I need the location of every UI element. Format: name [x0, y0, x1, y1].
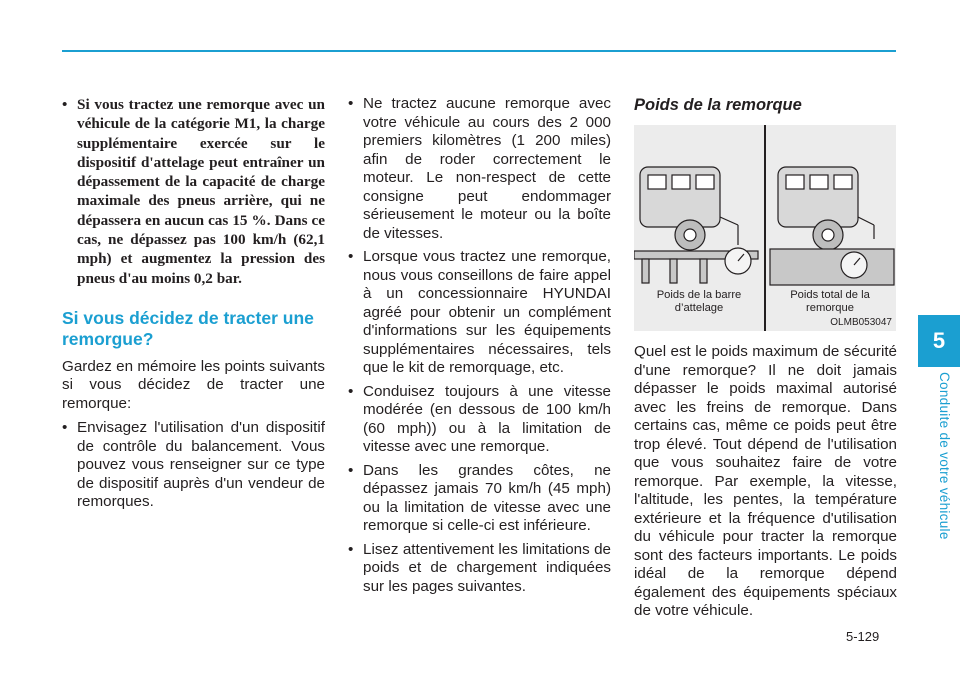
top-rule: [62, 50, 896, 52]
bullet-dot: •: [348, 95, 354, 112]
trailer-weight-figure: [634, 125, 896, 331]
warning-bullet-text: Si vous tractez une remorque avec un véhicule de la catégorie M1, la charge supplémentaire exercée sur le dispositif d'attelage peut entraîner un dépassement de la capacité de charge maximale des pneus arrière, qui ne dépassera en aucun cas 15 %. Dans ce cas, ne dépassez pas 100 km/h (62,1 mph) et augmentez la pression des pneus d'au moins 0,2 bar.: [77, 96, 325, 287]
chapter-title: Conduite de votre véhicule: [937, 372, 952, 540]
intro-paragraph: Gardez en mémoire les points suivants si vous décidez de tracter une remorque:: [62, 357, 325, 412]
list-item-text: Ne tractez aucune remorque avec votre véhicule au cours des 2 000 premiers kilomètres (1 200 miles) afin de roder correctement le moteur. Le non-respect de cette consigne peut endommager sérieusement le moteur ou la boîte de vitesses.: [363, 95, 611, 242]
chapter-number: 5: [932, 328, 946, 353]
list-item-text: Dans les grandes côtes, ne dépassez jamais 70 km/h (45 mph) ou la limitation de vitesse avec une remorque si celle-ci est inférieure.: [363, 461, 611, 534]
column-3: [634, 95, 897, 627]
bullet-dot: •: [348, 540, 354, 558]
figure-code: OLMB053047: [830, 317, 892, 328]
section-heading: Si vous décidez de tracter une remorgue?: [62, 307, 314, 349]
bullet-dot: •: [348, 248, 354, 265]
bullet-dot: •: [62, 96, 68, 113]
chapter-tab: [918, 315, 960, 367]
caption-tongue-weight: Poids de la barre d’attelage: [656, 289, 742, 314]
list-item: [348, 541, 611, 597]
figure-divider: [764, 125, 766, 331]
page-number: 5-129: [846, 629, 880, 644]
warning-bullet: [62, 95, 325, 288]
list-item: [62, 419, 325, 512]
list-item: [348, 462, 611, 536]
list-item: [348, 383, 611, 457]
bullet-dot: •: [348, 382, 354, 400]
list-item: [348, 248, 611, 378]
bullet-dot: •: [348, 461, 354, 479]
trailer-weight-paragraph: Quel est le poids maximum de sécurité d'une remorque? Il ne doit jamais dépasser le poids maximal autorisé avec les freins de remorque. Dans certains cas, même ce poids peut être trop élevé. Tout dépend de l'utilisation que vous souhaitez faire de votre remorque. Par exemple, la vitesse, l'altitude, les pentes, la température extérieure et la fréquence d'utilisation du véhicule pour tracter la remorque sont des facteurs importants. Le poids idéal de la remorque dépend également des équipements spéciaux de votre véhicule.: [634, 343, 897, 619]
column-1: [62, 95, 325, 517]
figure-title: Poids de la remorque: [634, 96, 802, 114]
list-item-text: Lisez attentivement les limitations de poids et de chargement indiquées sur les pages suivantes.: [363, 540, 611, 595]
list-item-text: Lorsque vous tractez une remorque, nous vous conseillons de faire appel à un concessionnaire HYUNDAI agréé pour obtenir un complément d'informations sur les équipements supplémentaires nécessaires, tels que le kit de remorquage, etc.: [363, 248, 611, 376]
bullet-dot: •: [62, 419, 68, 437]
list-item-text: Envisagez l'utilisation d'un dispositif de contrôle du balancement. Vous pouvez vous renseigner sur ce type de dispositif auprès d'un vendeur de remorques.: [77, 419, 325, 511]
column-2: [348, 95, 611, 601]
list-item: [348, 95, 611, 243]
list-item-text: Conduisez toujours à une vitesse modérée (en dessous de 100 km/h (60 mph)) ou à la limitation de vitesse avec une remorque.: [363, 382, 611, 455]
caption-total-trailer-weight: Poids total de la remorque: [790, 289, 870, 314]
